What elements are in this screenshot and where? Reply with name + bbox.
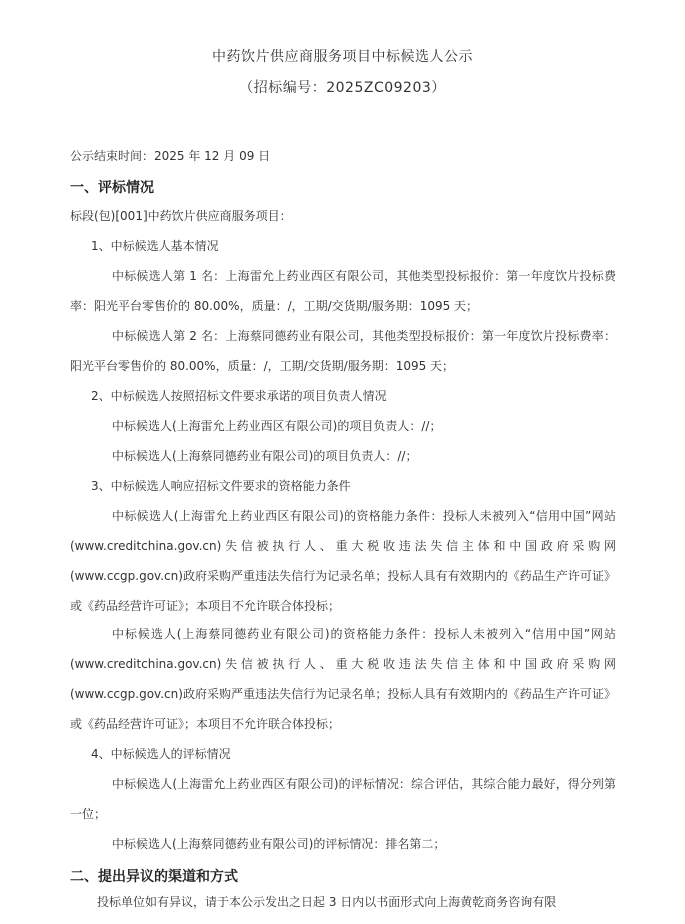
tender-number: （招标编号：2025ZC09203） [239, 80, 446, 96]
subheading-evaluation: 4、中标候选人的评标情况 [91, 747, 231, 761]
subheading-basic-info: 1、中标候选人基本情况 [91, 239, 219, 253]
objection-text: 投标单位如有异议，请于本公示发出之日起 3 日内以书面形式向上海黄乾商务咨询有限 [97, 895, 557, 909]
section-heading-evaluation: 一、评标情况 [70, 180, 154, 196]
subheading-project-manager: 2、中标候选人按照招标文件要求承诺的项目负责人情况 [91, 389, 387, 403]
candidate-2-project-manager: 中标候选人(上海蔡同德药业有限公司)的项目负责人：//； [112, 449, 418, 463]
candidate-2-evaluation: 中标候选人(上海蔡同德药业有限公司)的评标情况：排名第二； [112, 837, 446, 851]
candidate-2-qualification: 中标候选人(上海蔡同德药业有限公司)的资格能力条件：投标人未被列入“信用中国”网站(www.creditchina.gov.cn)失信被执行人、重大税收违法失信主体和中国政府采购网(www.ccgp.gov.cn)政府采购严重违法失信行为记录名单；投标人具有有效期内的《药品生产许可证》或《药品经营许可证》；本项目不允许联合体投标； [70, 627, 616, 731]
lot-title: 标段(包)[001]中药饮片供应商服务项目： [70, 209, 292, 223]
publicity-end-time: 公示结束时间：2025 年 12 月 09 日 [70, 149, 271, 163]
candidate-1-info: 中标候选人第 1 名：上海雷允上药业西区有限公司，其他类型投标报价：第一年度饮片投标费率：阳光平台零售价的 80.00%，质量：/，工期/交货期/服务期：1095 天； [70, 269, 616, 313]
candidate-1-evaluation: 中标候选人(上海雷允上药业西区有限公司)的评标情况：综合评估，其综合能力最好，得分列第一位； [70, 777, 616, 821]
candidate-2-info: 中标候选人第 2 名：上海蔡同德药业有限公司，其他类型投标报价：第一年度饮片投标费率：阳光平台零售价的 80.00%，质量：/，工期/交货期/服务期：1095 天； [70, 329, 616, 373]
notice-title: 中药饮片供应商服务项目中标候选人公示 [212, 49, 473, 65]
candidate-1-qualification: 中标候选人(上海雷允上药业西区有限公司)的资格能力条件：投标人未被列入“信用中国”网站(www.creditchina.gov.cn)失信被执行人、重大税收违法失信主体和中国政府采购网(www.ccgp.gov.cn)政府采购严重违法失信行为记录名单；投标人具有有效期内的《药品生产许可证》或《药品经营许可证》；本项目不允许联合体投标； [70, 509, 616, 613]
subheading-qualification: 3、中标候选人响应招标文件要求的资格能力条件 [91, 479, 351, 493]
section-heading-objection: 二、提出异议的渠道和方式 [70, 869, 238, 885]
candidate-1-project-manager: 中标候选人(上海雷允上药业西区有限公司)的项目负责人：//； [112, 419, 442, 433]
